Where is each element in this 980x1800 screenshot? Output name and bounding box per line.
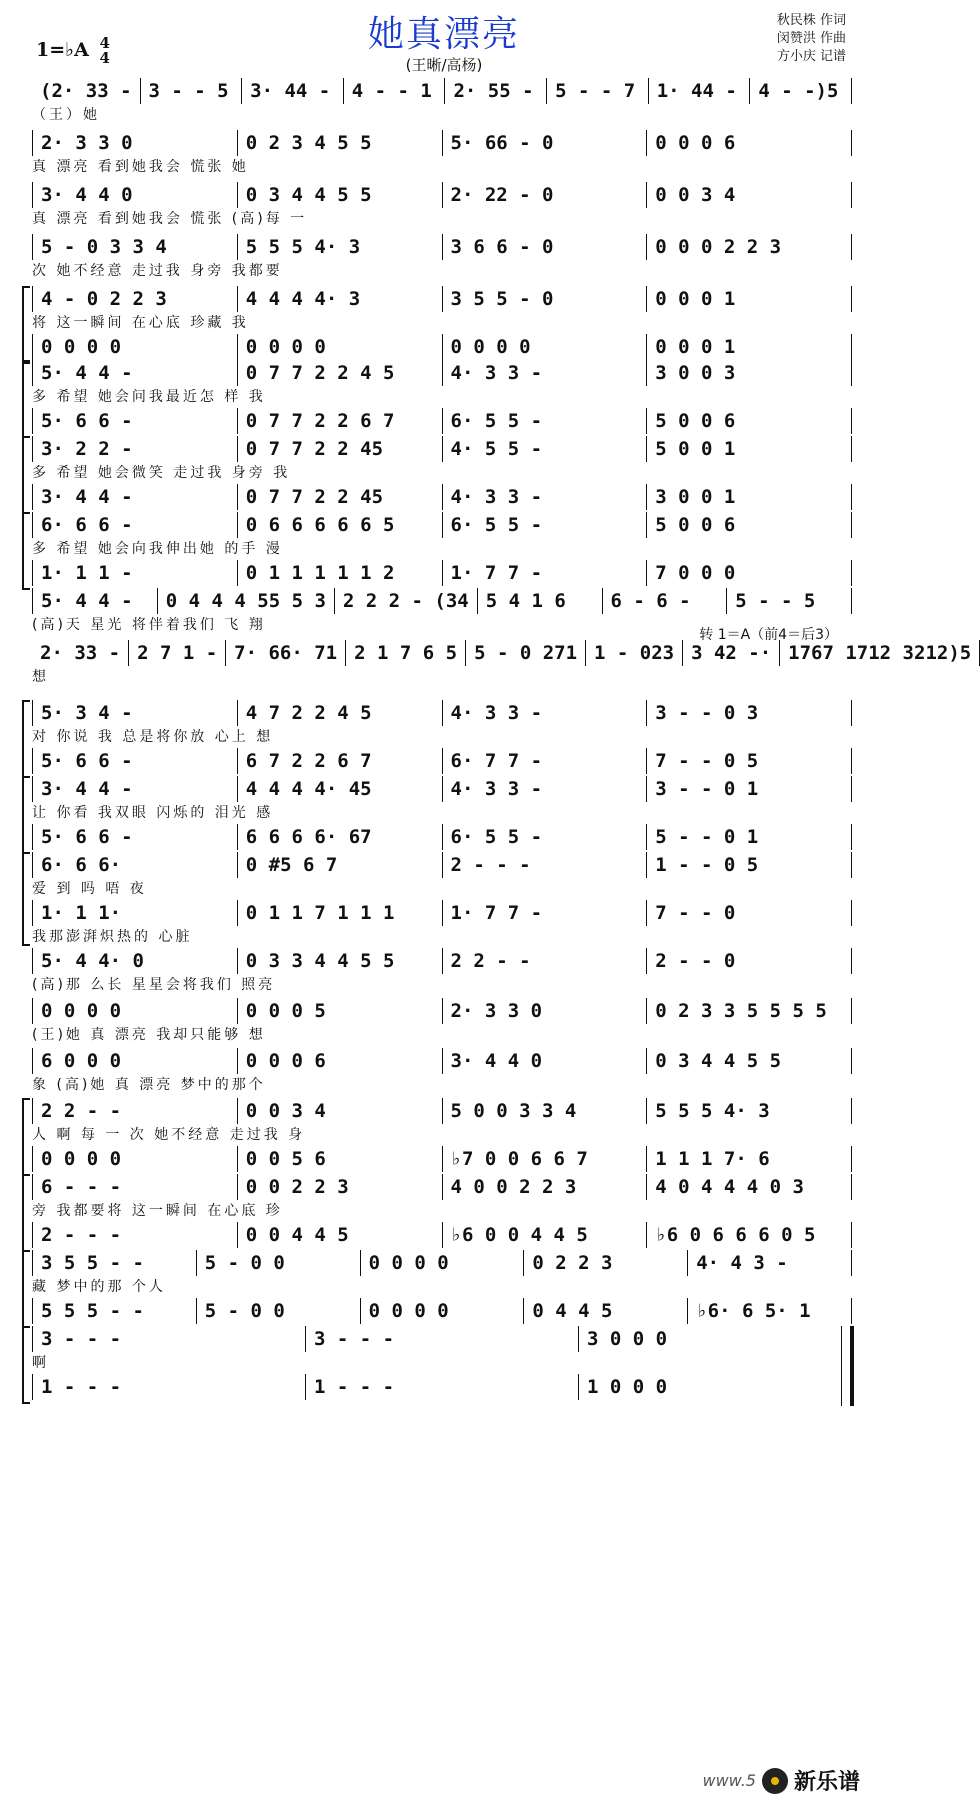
composer-credit: 闵赞洪 作曲 (776, 31, 846, 46)
measure: 0 2 2 3 (524, 1250, 688, 1276)
measure: 5· 6 6 - (32, 408, 238, 434)
measure: 3 6 6 - 0 (443, 234, 648, 260)
measure: 0 0 0 0 (361, 1298, 525, 1324)
measure: 6· 5 5 - (443, 824, 648, 850)
notation-row (32, 130, 852, 156)
measure: 0 0 0 2 2 3 (647, 234, 852, 260)
measure: 2 7 1 - (129, 640, 226, 666)
notation-row (32, 700, 852, 726)
score-system (32, 182, 852, 230)
score-system (32, 436, 852, 516)
measure: 6 6 6 6· 67 (238, 824, 443, 850)
system-bracket (22, 360, 30, 438)
measure: 0 6 6 6 6 6 5 (238, 512, 443, 538)
song-title: 她真漂亮 (367, 14, 520, 55)
notation-row (32, 1146, 852, 1172)
measure: 0 0 3 4 (238, 1098, 443, 1124)
measure: 5· 4 4 - (32, 360, 238, 386)
measure: 6 - 6 - (603, 588, 728, 614)
notation-row (32, 286, 852, 312)
measure: 0 1 1 7 1 1 1 (238, 900, 443, 926)
measure: 6 - - - (32, 1174, 238, 1200)
measure: 5 0 0 1 (647, 436, 852, 462)
measure: 0 4 4 5 (524, 1298, 688, 1324)
notation-row (32, 560, 852, 586)
system-bracket (22, 700, 30, 778)
score-system (32, 640, 972, 688)
notation-row (32, 900, 852, 926)
notation-row (32, 852, 852, 878)
singers: (王晰/高杨) (405, 56, 483, 74)
notation-row (32, 1048, 852, 1074)
modulation-mark: 转 1＝A（前4＝后3） (699, 627, 838, 643)
measure: 5· 66 - 0 (443, 130, 648, 156)
score-system (32, 700, 852, 780)
notation-row (32, 360, 852, 386)
measure: 2 1 7 6 5 (346, 640, 466, 666)
measure: 3 - - - (306, 1326, 579, 1352)
measure: 0 0 0 6 (238, 1048, 443, 1074)
measure: 2 - - - (32, 1222, 238, 1248)
measure: 3· 4 4 0 (32, 182, 238, 208)
lyric-line: 真 漂亮 看到她我会 慌张 (高)每 一 (32, 211, 308, 227)
lyric-line: 对 你说 我 总是将你放 心上 想 (32, 729, 274, 745)
lyric-line (32, 1400, 852, 1406)
score-system (32, 948, 852, 996)
measure: 1· 7 7 - (443, 900, 648, 926)
system-bracket (22, 1250, 30, 1328)
measure: 2· 55 - (445, 78, 547, 104)
lyric-line: 象 (高)她 真 漂亮 梦中的那个 (32, 1077, 266, 1093)
notation-row (32, 334, 852, 360)
measure: 2· 22 - 0 (443, 182, 648, 208)
measure: 0 7 7 2 2 4 5 (238, 360, 443, 386)
measure: 5 0 0 6 (647, 512, 852, 538)
notation-row (32, 1326, 852, 1352)
measure: 5 - 0 3 3 4 (32, 234, 238, 260)
measure: 0 #5 6 7 (238, 852, 443, 878)
measure: 0 1 1 1 1 1 2 (238, 560, 443, 586)
measure: 4· 3 3 - (443, 484, 648, 510)
lyric-line: 爱 到 吗 唔 夜 (32, 881, 147, 897)
notation-row (32, 182, 852, 208)
measure: 1· 1 1· (32, 900, 238, 926)
measure: 0 0 4 4 5 (238, 1222, 443, 1248)
measure: 3 0 0 3 (647, 360, 852, 386)
measure: 0 0 0 1 (647, 334, 852, 360)
measure: 3 - - - (32, 1326, 306, 1352)
measure: 1· 1 1 - (32, 560, 238, 586)
score-system (32, 360, 852, 440)
watermark-url: www.5 (702, 1771, 756, 1790)
measure: 2· 3 3 0 (443, 998, 648, 1024)
score-system (32, 1250, 852, 1330)
measure: 3 5 5 - - (32, 1250, 197, 1276)
notation-row (32, 1298, 852, 1324)
measure: 3 - - 0 3 (647, 700, 852, 726)
system-bracket (22, 1326, 30, 1404)
measure: 0 0 5 6 (238, 1146, 443, 1172)
measure: 0 7 7 2 2 45 (238, 436, 443, 462)
measure: 5 4 1 6 (478, 588, 603, 614)
measure: 0 3 4 4 5 5 (647, 1048, 852, 1074)
measure: 6· 7 7 - (443, 748, 648, 774)
credits (777, 12, 846, 66)
score-system (32, 998, 852, 1046)
measure: 3 0 0 1 (647, 484, 852, 510)
measure: 0 2 3 4 5 5 (238, 130, 443, 156)
measure: 0 0 2 2 3 (238, 1174, 443, 1200)
notation-row (32, 1098, 852, 1124)
notation-row (32, 1250, 852, 1276)
notation-row (32, 588, 852, 614)
system-bracket (22, 1174, 30, 1252)
lyric-line: 旁 我都要将 这一瞬间 在心底 珍 (32, 1203, 283, 1219)
measure: 1 - - 0 5 (647, 852, 852, 878)
score-system (32, 1048, 852, 1096)
measure: 6· 6 6 - (32, 512, 238, 538)
measure: 7 0 0 0 (647, 560, 852, 586)
record-logo-icon (762, 1768, 788, 1794)
measure: 0 4 4 4 55 5 3 (158, 588, 335, 614)
measure: 4 7 2 2 4 5 (238, 700, 443, 726)
lyric-line: (王)她 真 漂亮 我却只能够 想 (32, 1027, 266, 1043)
lyric-line: (高)天 星光 将伴着我们 飞 翔 (32, 617, 266, 633)
measure: 6· 6 6· (32, 852, 238, 878)
measure: 1· 7 7 - (443, 560, 648, 586)
measure: 3· 44 - (242, 78, 344, 104)
lyric-line: 真 漂亮 看到她我会 慌张 她 (32, 159, 249, 175)
measure: 5· 6 6 - (32, 748, 238, 774)
notation-row (32, 408, 852, 434)
notation-row (32, 948, 852, 974)
score-system (32, 1098, 852, 1178)
lyric-line: 啊 (32, 1355, 49, 1371)
measure: 0 0 3 4 (647, 182, 852, 208)
measure: 0 0 0 5 (238, 998, 443, 1024)
measure: 7 - - 0 (647, 900, 852, 926)
measure: 2 2 - - (32, 1098, 238, 1124)
measure: 2 - - - (443, 852, 648, 878)
notation-row (32, 484, 852, 510)
measure: 5· 3 4 - (32, 700, 238, 726)
measure: 4 - - 1 (344, 78, 446, 104)
lyricist-credit: 秋民株 作词 (776, 13, 846, 28)
score-system (32, 130, 852, 178)
score-system (32, 852, 852, 948)
system-bracket (22, 436, 30, 514)
lyric-line: 多 希望 她会向我伸出她 的手 漫 (32, 541, 283, 557)
lyric-line: （王）她 (32, 107, 100, 123)
measure: 5 5 5 4· 3 (647, 1098, 852, 1124)
lyric-line: 将 这一瞬间 在心底 珍藏 我 (32, 315, 249, 331)
measure: 3· 4 4 0 (443, 1048, 648, 1074)
measure: 5 - - 7 (547, 78, 649, 104)
lyric-line: 想 (32, 669, 49, 685)
measure: 0 0 0 0 (443, 334, 648, 360)
measure: 6· 5 5 - (443, 408, 648, 434)
measure: 0 7 7 2 2 45 (238, 484, 443, 510)
lyric-line: 藏 梦中的那 个人 (32, 1279, 166, 1295)
meter-bottom: 4 (99, 49, 110, 67)
lyric-line: (高)那 么长 星星会将我们 照亮 (32, 977, 276, 993)
notation-row (32, 512, 852, 538)
measure: 2 2 - - (443, 948, 648, 974)
measure: 1 - - - (306, 1374, 579, 1400)
lyric-line: 人 啊 每 一 次 她不经意 走过我 身 (32, 1127, 306, 1143)
key-text: 1=♭A (36, 39, 89, 61)
measure: 0 0 0 0 (32, 334, 238, 360)
lyric-line: 我那澎湃炽热的 心脏 (32, 929, 193, 945)
measure: 0 3 3 4 4 5 5 (238, 948, 443, 974)
score-system (32, 776, 852, 856)
measure: 5 5 5 4· 3 (238, 234, 443, 260)
measure: 3· 2 2 - (32, 436, 238, 462)
notation-row (32, 824, 852, 850)
measure: ♭6 0 6 6 6 0 5 (647, 1222, 852, 1248)
measure: 4· 4 3 - (688, 1250, 852, 1276)
measure: ♭7 0 0 6 6 7 (443, 1146, 648, 1172)
notation-row (32, 998, 852, 1024)
notation-row (32, 78, 852, 104)
score-system (32, 286, 852, 366)
measure: 5 - - 0 1 (647, 824, 852, 850)
notation-row (32, 1174, 852, 1200)
measure: 0 0 0 1 (647, 286, 852, 312)
measure: 0 2 3 3 5 5 5 5 (647, 998, 852, 1024)
measure: 2· 3 3 0 (32, 130, 238, 156)
measure: 1767 1712 3212)5 (780, 640, 980, 666)
measure: 3 0 0 0 (579, 1326, 852, 1352)
meter-top: 4 (99, 34, 110, 52)
lyric-line: 多 希望 她会问我最近怎 样 我 (32, 389, 266, 405)
measure: 7 - - 0 5 (647, 748, 852, 774)
measure: 4 - 0 2 2 3 (32, 286, 238, 312)
system-bracket (22, 512, 30, 590)
measure: 5 0 0 6 (647, 408, 852, 434)
measure: 4 4 4 4· 3 (238, 286, 443, 312)
system-bracket (22, 776, 30, 854)
watermark (702, 1765, 860, 1796)
measure: 3 42 -· (683, 640, 780, 666)
measure: ♭6· 6 5· 1 (688, 1298, 852, 1324)
notation-row (32, 436, 852, 462)
measure: 4· 5 5 - (443, 436, 648, 462)
measure: 0 3 4 4 5 5 (238, 182, 443, 208)
measure: 0 0 0 0 (361, 1250, 525, 1276)
measure: 2· 33 - (32, 640, 129, 666)
score-system (32, 78, 852, 126)
measure: ♭6 0 0 4 4 5 (443, 1222, 648, 1248)
measure: 3· 4 4 - (32, 776, 238, 802)
system-bracket (22, 852, 30, 946)
notation-row (32, 748, 852, 774)
measure: 4 0 0 2 2 3 (443, 1174, 648, 1200)
measure: 7· 66· 71 (226, 640, 346, 666)
measure: 5· 6 6 - (32, 824, 238, 850)
measure: 1 1 1 7· 6 (647, 1146, 852, 1172)
transcriber-credit: 方小庆 记谱 (776, 49, 846, 64)
measure: 0 0 0 0 (32, 1146, 238, 1172)
measure: 0 0 0 0 (238, 334, 443, 360)
measure: 5 - 0 0 (197, 1298, 361, 1324)
measure: 3 - - 0 1 (647, 776, 852, 802)
measure: 0 0 0 6 (647, 130, 852, 156)
measure: 1 - 023 (586, 640, 683, 666)
measure: 6· 5 5 - (443, 512, 648, 538)
measure: 6 0 0 0 (32, 1048, 238, 1074)
measure: 5· 4 4· 0 (32, 948, 238, 974)
measure: 5 5 5 - - (32, 1298, 197, 1324)
measure: 4· 3 3 - (443, 776, 648, 802)
score-system (32, 512, 852, 592)
lyric-line: 多 希望 她会微笑 走过我 身旁 我 (32, 465, 291, 481)
lyric-line: 让 你看 我双眼 闪烁的 泪光 感 (32, 805, 274, 821)
measure: 6 7 2 2 6 7 (238, 748, 443, 774)
notation-row (32, 1374, 852, 1400)
final-barline (841, 1326, 854, 1406)
watermark-brand: 新乐谱 (793, 1770, 860, 1795)
notation-row (32, 1222, 852, 1248)
measure: 1 0 0 0 (579, 1374, 852, 1400)
measure: 3 5 5 - 0 (443, 286, 648, 312)
measure: 5 - - 5 (727, 588, 852, 614)
score-system (32, 234, 852, 282)
measure: 5 - 0 271 (466, 640, 586, 666)
measure: 5 - 0 0 (197, 1250, 361, 1276)
measure: 3 - - 5 (141, 78, 243, 104)
measure: 2 - - 0 (647, 948, 852, 974)
measure: 5· 4 4 - (32, 588, 158, 614)
notation-row (32, 776, 852, 802)
system-bracket (22, 286, 30, 364)
measure: 4· 3 3 - (443, 700, 648, 726)
system-bracket (22, 1098, 30, 1176)
measure: (2· 33 - (32, 78, 141, 104)
measure: 4 - -)5 (750, 78, 852, 104)
measure: 4 0 4 4 4 0 3 (647, 1174, 852, 1200)
measure: 3· 4 4 - (32, 484, 238, 510)
notation-row (32, 234, 852, 260)
measure: 1 - - - (32, 1374, 306, 1400)
measure: 1· 44 - (649, 78, 751, 104)
measure: 2 2 2 - (34 (335, 588, 478, 614)
score-system (32, 1326, 852, 1406)
measure: 0 7 7 2 2 6 7 (238, 408, 443, 434)
score-system (32, 1174, 852, 1254)
measure: 4 4 4 4· 45 (238, 776, 443, 802)
measure: 5 0 0 3 3 4 (443, 1098, 648, 1124)
lyric-line: 次 她不经意 走过我 身旁 我都要 (32, 263, 283, 279)
measure: 0 0 0 0 (32, 998, 238, 1024)
measure: 4· 3 3 - (443, 360, 648, 386)
